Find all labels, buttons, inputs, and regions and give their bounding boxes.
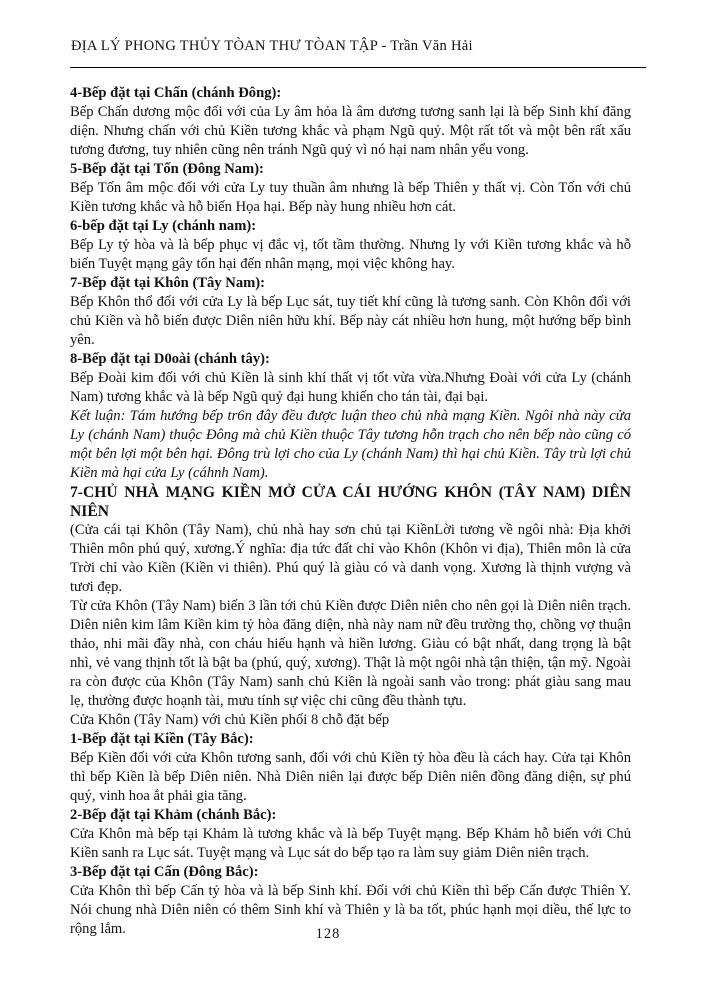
section-heading: 2-Bếp đặt tại Khảm (chánh Bắc): xyxy=(70,807,277,823)
section-heading: 7-Bếp đặt tại Khôn (Tây Nam): xyxy=(70,275,265,291)
header-divider-rule xyxy=(70,67,646,68)
paragraph: Bếp Tốn âm mộc đối với cửa Ly tuy thuần âm nhưng là bếp Thiên y thất vị. Còn Tốn với chủ Kiền tương khắc và hỗ biến Họa hại. Bếp này hung nhiều hơn cát. xyxy=(70,180,631,215)
page-header-title: ĐỊA LÝ PHONG THỦY TÒAN THƯ TÒAN TẬP - Trần Văn Hải xyxy=(71,38,473,54)
paragraph: Cửa Khôn (Tây Nam) với chủ Kiền phối 8 chỗ đặt bếp xyxy=(70,712,390,728)
section-heading: 1-Bếp đặt tại Kiền (Tây Bắc): xyxy=(70,731,254,747)
document-body xyxy=(70,84,631,939)
paragraph: Bếp Ly tỷ hòa và là bếp phục vị đắc vị, tốt tầm thường. Nhưng ly với Kiền tương khắc và hỗ biến Tuyệt mạng gây tổn hại đến nhân mạng, mọi việc không hay. xyxy=(70,237,631,272)
section-heading: 6-bếp đặt tại Ly (chánh nam): xyxy=(70,218,257,234)
page-number: 128 xyxy=(315,926,341,942)
conclusion-paragraph: Kết luận: Tám hướng bếp tr6n đây đều được luận theo chủ nhà mạng Kiền. Ngôi nhà này cửa Ly (chánh Nam) thuộc Đông mà chủ Kiền thuộc Tây tương hỗn trạch cho nên bếp nào cũng có một bên lợi một bên hại. Đông trù lợi cho của Ly (chánh Nam) thì hại chủ Kiền. Tây trù lợi chủ Kiền mà hại cửa Ly (cáhnh Nam). xyxy=(70,408,631,481)
paragraph: Từ cửa Khôn (Tây Nam) biến 3 lần tới chủ Kiền được Diên niên cho nên gọi là Diên niên trạch. Diên niên kim lâm Kiền kim tỷ hòa đăng diện, nhà này nam nữ đều trường thọ, chồng vợ thuận thảo, nhi mãi đầy nhà, con cháu hiếu hạnh và hiền lương. Giàu có bật nhất, dang trọng là bật nhì, vẻ vang thịnh tốt là bật ba (phú, quý, xương). Thật là một ngôi nhà tận thiện, tận mỹ. Ngoài ra còn được của Khôn (Tây Nam) sanh chủ Kiền là ngoài sanh vào trong: phát giàu sang mau lẹ, thường được hoạnh tài, mưu tính sự việc chi cũng đều thành tựu. xyxy=(70,598,631,709)
paragraph: Cửa Khôn thì bếp Cấn tỷ hòa và là bếp Sinh khí. Đối với chủ Kiền thì bếp Cấn được Thiên Y. Nói chung nhà Diên niên có thêm Sinh khí và Thiên y là ba tốt, phúc hạnh mọi diều, thế lực to rộng lắm. xyxy=(70,883,631,937)
paragraph: Bếp Chấn dương mộc đối với của Ly âm hỏa là âm dương tương sanh lại là bếp Sinh khí đăng diện. Nhưng chấn với chủ Kiền tương khắc và phạm Ngũ quỷ. Một rất tốt và một bên rất xấu tương đương, tuy nhiên cũng nên tránh Ngũ quỷ vì nó hại nam nhân yểu vong. xyxy=(70,104,631,158)
chapter-heading: 7-CHỦ NHÀ MẠNG KIỀN MỞ CỬA CÁI HƯỚNG KHÔN (TÂY NAM) DIÊN NIÊN xyxy=(70,484,631,520)
paragraph: Bếp Đoài kim đối với chủ Kiền là sinh khí thất vị tốt vừa vừa.Nhưng Đoài với cửa Ly (chánh Nam) tương khắc và là bếp Ngũ quỷ đại hung khiến cho tán tài, đại bại. xyxy=(70,370,631,405)
section-heading: 3-Bếp đặt tại Cấn (Đông Bắc): xyxy=(70,864,259,880)
paragraph: (Cửa cái tại Khôn (Tây Nam), chủ nhà hay sơn chủ tại KiềnLời tương về ngôi nhà: Địa khởi Thiên môn phú quý, xương.Ý nghĩa: địa tức đất chỉ vào Khôn (Khôn vi địa), Thiên môn là cửa Trời chỉ vào Kiền (Kiền vi thiên). Phú quý là giàu có và danh vọng. Xương là thịnh vượng và tươi đẹp. xyxy=(70,522,631,595)
paragraph: Bếp Khôn thổ đối với cửa Ly là bếp Lục sát, tuy tiết khí cũng là tương sanh. Còn Khôn đối với chủ Kiền và hỗ biến được Diên niên hữu khí. Bếp này cát nhiều hơn hung, một hướng bếp bình yên. xyxy=(70,294,631,348)
paragraph: Cửa Khôn mà bếp tại Khảm là tương khắc và là bếp Tuyệt mạng. Bếp Khảm hỗ biến với Chủ Kiền sanh ra Lục sát. Tuyệt mạng và Lục sát do bếp tạo ra làm suy giảm Diên niên trạch. xyxy=(70,826,631,861)
section-heading: 5-Bếp đặt tại Tốn (Đông Nam): xyxy=(70,161,264,177)
section-heading: 4-Bếp đặt tại Chấn (chánh Đông): xyxy=(70,85,282,101)
section-heading: 8-Bếp đặt tại D0oài (chánh tây): xyxy=(70,351,270,367)
paragraph: Bếp Kiền đối với cửa Khôn tương sanh, đối với chủ Kiền tỷ hòa đều là cách hay. Cửa tại Khôn thì bếp Kiền là bếp Diên niên. Nhà Diên niên lại được bếp Diên niên đồng đăng diện, sự phú quý, vinh hoa ắt phải gia tăng. xyxy=(70,750,631,804)
